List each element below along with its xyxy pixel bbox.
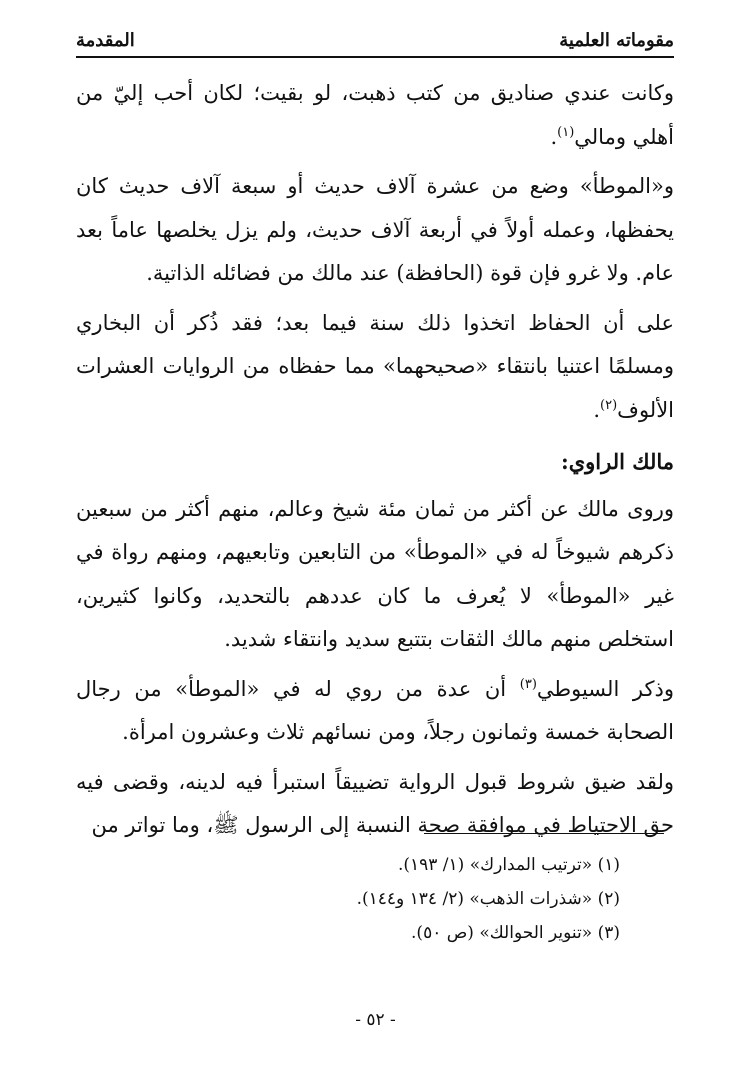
- header-book-section-title: مقوماته العلمية: [559, 30, 674, 51]
- paragraph-3-end: .: [593, 397, 601, 422]
- page-number: - ٥٢ -: [355, 1010, 396, 1030]
- paragraph-1-text: وكانت عندي صناديق من كتب ذهبت، لو بقيت؛ لكان أحب إليّ من أهلي ومالي: [76, 81, 674, 149]
- running-header: [76, 26, 674, 58]
- paragraph-5: [76, 668, 674, 755]
- main-text: [76, 72, 674, 848]
- paragraph-3-text: على أن الحفاظ اتخذوا ذلك سنة فيما بعد؛ فقد ذُكر أن البخاري ومسلمًا اعتنيا بانتقاء «صحيحهما» مما حفظاه من الروايات العشرات الألوف: [76, 310, 674, 422]
- footnote-ref-3: (٣): [519, 676, 537, 692]
- footnote-ref-1: (١): [557, 124, 575, 140]
- paragraph-4: وروى مالك عن أكثر من ثمان مئة شيخ وعالم، منهم أكثر من سبعين ذكرهم شيوخاً له في «الموطأ» من التابعين وتابعيهم، ومنهم رواة في غير «الموطأ» لا يُعرف ما كان عددهم بالتحديد، وكانوا كثيرين، استخلص منهم مالك الثقات بتتبع سديد وانتقاء شديد.: [76, 496, 674, 651]
- paragraph-1: [76, 72, 674, 159]
- footnote-3: (٣) «تنوير الحوالك» (ص ٥٠).: [411, 923, 620, 943]
- paragraph-2: و«الموطأ» وضع من عشرة آلاف حديث أو سبعة آلاف حديث كان يحفظها، وعمله أولاً في أربعة آلاف حديث، ولم يزل يخلصها عاماً بعد عام. ولا غرو فإن قوة (الحافظة) عند مالك من فضائله الذاتية.: [76, 174, 674, 285]
- paragraph-5-start: وذكر السيوطي: [536, 676, 674, 701]
- paragraph-1-end: .: [550, 124, 558, 149]
- footnote-1: (١) «ترتيب المدارك» (١/ ١٩٣).: [397, 855, 620, 875]
- header-chapter-title: المقدمة: [76, 30, 135, 51]
- footnote-ref-2: (٢): [600, 397, 618, 413]
- section-heading: مالك الراوي:: [560, 449, 674, 474]
- paragraph-5-rest: أن عدة من روي له في «الموطأ» من رجال الصحابة خمسة وثمانون رجلاً، ومن نسائهم ثلاث وعشرون امرأة.: [76, 676, 674, 744]
- paragraph-6: ولقد ضيق شروط قبول الرواية تضييقاً استبرأ فيه لدينه، وقضى فيه حق الاحتياط في موافقة صحة النسبة إلى الرسول ﷺ، وما تواتر من: [76, 769, 674, 837]
- footnote-separator: [424, 833, 664, 834]
- footnote-2: (٢) «شذرات الذهب» (٢/ ١٣٤ و١٤٤).: [356, 889, 620, 909]
- paragraph-3: [76, 302, 674, 433]
- footnotes: [76, 848, 620, 950]
